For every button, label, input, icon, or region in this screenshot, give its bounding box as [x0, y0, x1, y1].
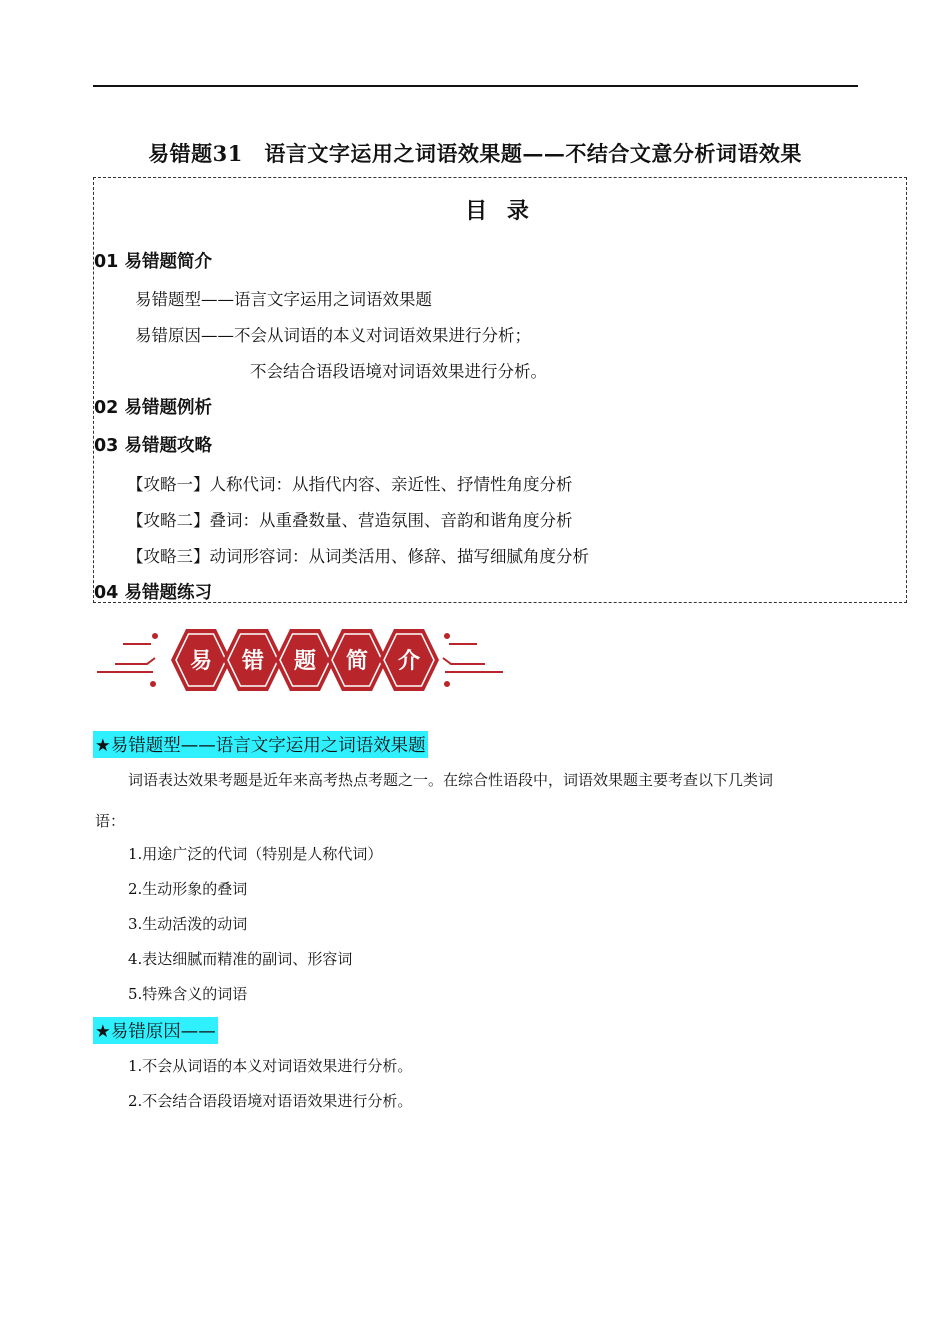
toc-section-3[interactable]: 03 易错题攻略 [94, 436, 212, 456]
section-heading-type: ★易错题型——语言文字运用之词语效果题 [93, 731, 428, 758]
toc-line: 【攻略一】人称代词：从指代内容、亲近性、抒情性角度分析 [127, 475, 573, 494]
list-item: 2.不会结合语段语境对语语效果进行分析。 [128, 1092, 413, 1110]
banner-char: 错 [241, 649, 265, 674]
toc-line: 【攻略三】动词形容词：从词类活用、修辞、描写细腻角度分析 [127, 547, 589, 566]
header-rule [93, 85, 858, 87]
toc-heading: 目 录 [465, 199, 535, 224]
toc-section-2[interactable]: 02 易错题例析 [94, 398, 212, 418]
toc-line: 易错原因——不会从词语的本义对词语效果进行分析； [135, 326, 531, 345]
banner-left-ornament [97, 634, 157, 686]
banner-char: 简 [345, 649, 369, 674]
banner-right-ornament [443, 634, 503, 686]
toc-line: 不会结合语段语境对词语效果进行分析。 [250, 362, 547, 381]
table-of-contents [93, 177, 907, 603]
toc-section-1[interactable]: 01 易错题简介 [94, 252, 212, 272]
banner-char: 题 [293, 649, 317, 674]
paragraph-line: 词语表达效果考题是近年来高考热点考题之一。在综合性语段中，词语效果题主要考查以下几类词 [128, 771, 774, 789]
list-item: 2.生动形象的叠词 [128, 880, 248, 898]
list-item: 5.特殊含义的词语 [128, 985, 248, 1003]
toc-line: 易错题型——语言文字运用之词语效果题 [135, 290, 432, 309]
banner-char: 介 [397, 649, 421, 674]
section-banner [95, 628, 505, 692]
list-item: 1.不会从词语的本义对词语效果进行分析。 [128, 1057, 413, 1075]
paragraph-line: 语： [95, 812, 126, 830]
banner-char: 易 [189, 649, 213, 674]
section-heading-reason: ★易错原因—— [93, 1017, 218, 1044]
toc-section-4[interactable]: 04 易错题练习 [94, 583, 212, 603]
list-item: 3.生动活泼的动词 [128, 915, 248, 933]
page-title: 易错题31 语言文字运用之词语效果题——不结合文意分析词语效果 [148, 141, 802, 166]
list-item: 1.用途广泛的代词（特别是人称代词） [128, 845, 383, 863]
toc-line: 【攻略二】叠词：从重叠数量、营造氛围、音韵和谐角度分析 [127, 511, 573, 530]
list-item: 4.表达细腻而精准的副词、形容词 [128, 950, 353, 968]
